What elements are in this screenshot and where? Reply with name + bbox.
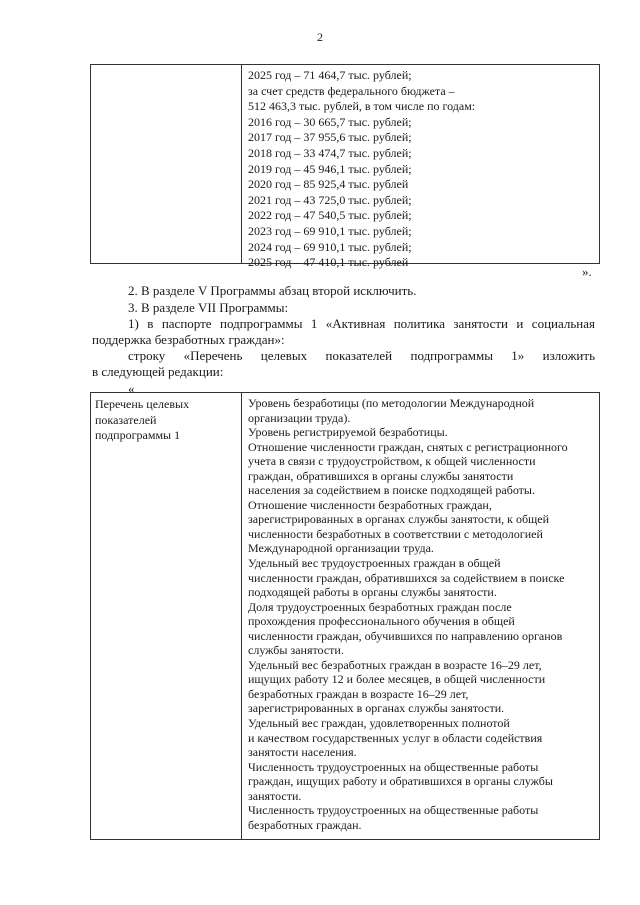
- paragraph-section-vii: 3. В разделе VII Программы:: [128, 300, 289, 315]
- financing-cell: [248, 68, 475, 271]
- indicator-line: численности граждан, обратившихся за содействием в поиске: [248, 570, 565, 585]
- financing-line: 2022 год – 47 540,5 тыс. рублей;: [248, 208, 412, 223]
- indicators-table: [90, 392, 600, 840]
- financing-line: 2017 год – 37 955,6 тыс. рублей;: [248, 130, 412, 145]
- indicator-line: ищущих работу 12 и более месяцев, в общей численности: [248, 672, 546, 687]
- financing-line: 2025 год – 71 464,7 тыс. рублей;: [248, 68, 412, 82]
- indicator-line: зарегистрированных в органах службы занятости, к общей: [248, 512, 550, 527]
- indicator-line: подходящей работы в органы службы занятости.: [248, 585, 497, 600]
- indicator-line: Численность трудоустроенных на общественные работы: [248, 759, 539, 774]
- indicator-line: Международной организации труда.: [248, 541, 434, 556]
- indicator-line: безработных граждан в возрасте 16–29 лет,: [248, 686, 469, 701]
- paragraph-section-v: 2. В разделе V Программы абзац второй исключить.: [128, 283, 417, 298]
- paragraph-row-line1: строку «Перечень целевых показателей подпрограммы 1» изложить: [128, 348, 595, 363]
- indicator-line: Доля трудоустроенных безработных граждан после: [248, 599, 512, 614]
- indicator-line: Численность трудоустроенных на общественные работы: [248, 803, 539, 818]
- financing-line: 2025 год – 47 410,1 тыс. рублей: [248, 255, 409, 270]
- financing-line: 512 463,3 тыс. рублей, в том числе по годам:: [248, 99, 476, 114]
- indicators-value-cell: [248, 396, 568, 832]
- indicator-line: занятости населения.: [248, 745, 357, 760]
- indicator-line: Отношение численности безработных граждан,: [248, 497, 492, 512]
- indicator-line: Удельный вес трудоустроенных граждан в общей: [248, 556, 501, 571]
- indicator-line: населения за содействием в поиске подходящей работы.: [248, 483, 535, 498]
- paragraph-passport-line2: поддержка безработных граждан»:: [92, 332, 285, 347]
- financing-line: 2021 год – 43 725,0 тыс. рублей;: [248, 192, 412, 207]
- indicator-line: Удельный вес безработных граждан в возрасте 16–29 лет,: [248, 657, 542, 672]
- indicator-line: граждан, обратившихся в органы службы занятости: [248, 468, 514, 483]
- indicator-line: зарегистрированных в органах службы занятости.: [248, 701, 505, 716]
- indicator-line: численности граждан, обучившихся по направлению органов: [248, 628, 563, 643]
- financing-line: 2020 год – 85 925,4 тыс. рублей: [248, 177, 409, 192]
- indicators-label-line: Перечень целевых: [95, 397, 190, 411]
- indicator-line: прохождения профессионального обучения в общей: [248, 614, 515, 629]
- indicator-line: численности безработных в соответствии с методологией: [248, 526, 543, 541]
- financing-line: 2024 год – 69 910,1 тыс. рублей;: [248, 239, 412, 254]
- paragraph-passport-line1: 1) в паспорте подпрограммы 1 «Активная политика занятости и социальная: [128, 316, 595, 331]
- indicators-label-line: подпрограммы 1: [95, 428, 181, 443]
- indicator-line: учета в связи с трудоустройством, к общей численности: [248, 454, 536, 469]
- indicator-line: Уровень безработицы (по методологии Международной: [248, 396, 535, 410]
- indicator-line: безработных граждан.: [248, 817, 362, 832]
- indicator-line: занятости.: [248, 788, 302, 803]
- indicator-line: Отношение численности граждан, снятых с регистрационного: [248, 439, 568, 454]
- financing-line: 2016 год – 30 665,7 тыс. рублей;: [248, 114, 412, 129]
- indicator-line: Удельный вес граждан, удовлетворенных полнотой: [248, 716, 510, 731]
- financing-line: 2018 год – 33 474,7 тыс. рублей;: [248, 145, 412, 160]
- indicator-line: Уровень регистрируемой безработицы.: [248, 425, 448, 440]
- indicators-label-line: показателей: [95, 412, 157, 427]
- closing-quote: ».: [582, 264, 592, 279]
- page-number: 2: [317, 30, 323, 44]
- indicator-line: граждан, ищущих работу и обратившихся в органы службы: [248, 774, 553, 789]
- indicator-line: и качеством государственных услуг в области содействия: [248, 730, 543, 745]
- table-column-divider: [241, 393, 242, 839]
- financing-line: за счет средств федерального бюджета –: [248, 83, 455, 98]
- financing-line: 2019 год – 45 946,1 тыс. рублей;: [248, 161, 412, 176]
- table-column-divider: [241, 65, 242, 263]
- indicator-line: службы занятости.: [248, 643, 344, 658]
- financing-table: [90, 64, 600, 270]
- financing-line: 2023 год – 69 910,1 тыс. рублей;: [248, 223, 412, 238]
- indicator-line: организации труда).: [248, 410, 351, 425]
- indicators-label-cell: [95, 397, 189, 444]
- open-quote: «: [128, 381, 135, 396]
- paragraph-row-line2: в следующей редакции:: [92, 364, 224, 379]
